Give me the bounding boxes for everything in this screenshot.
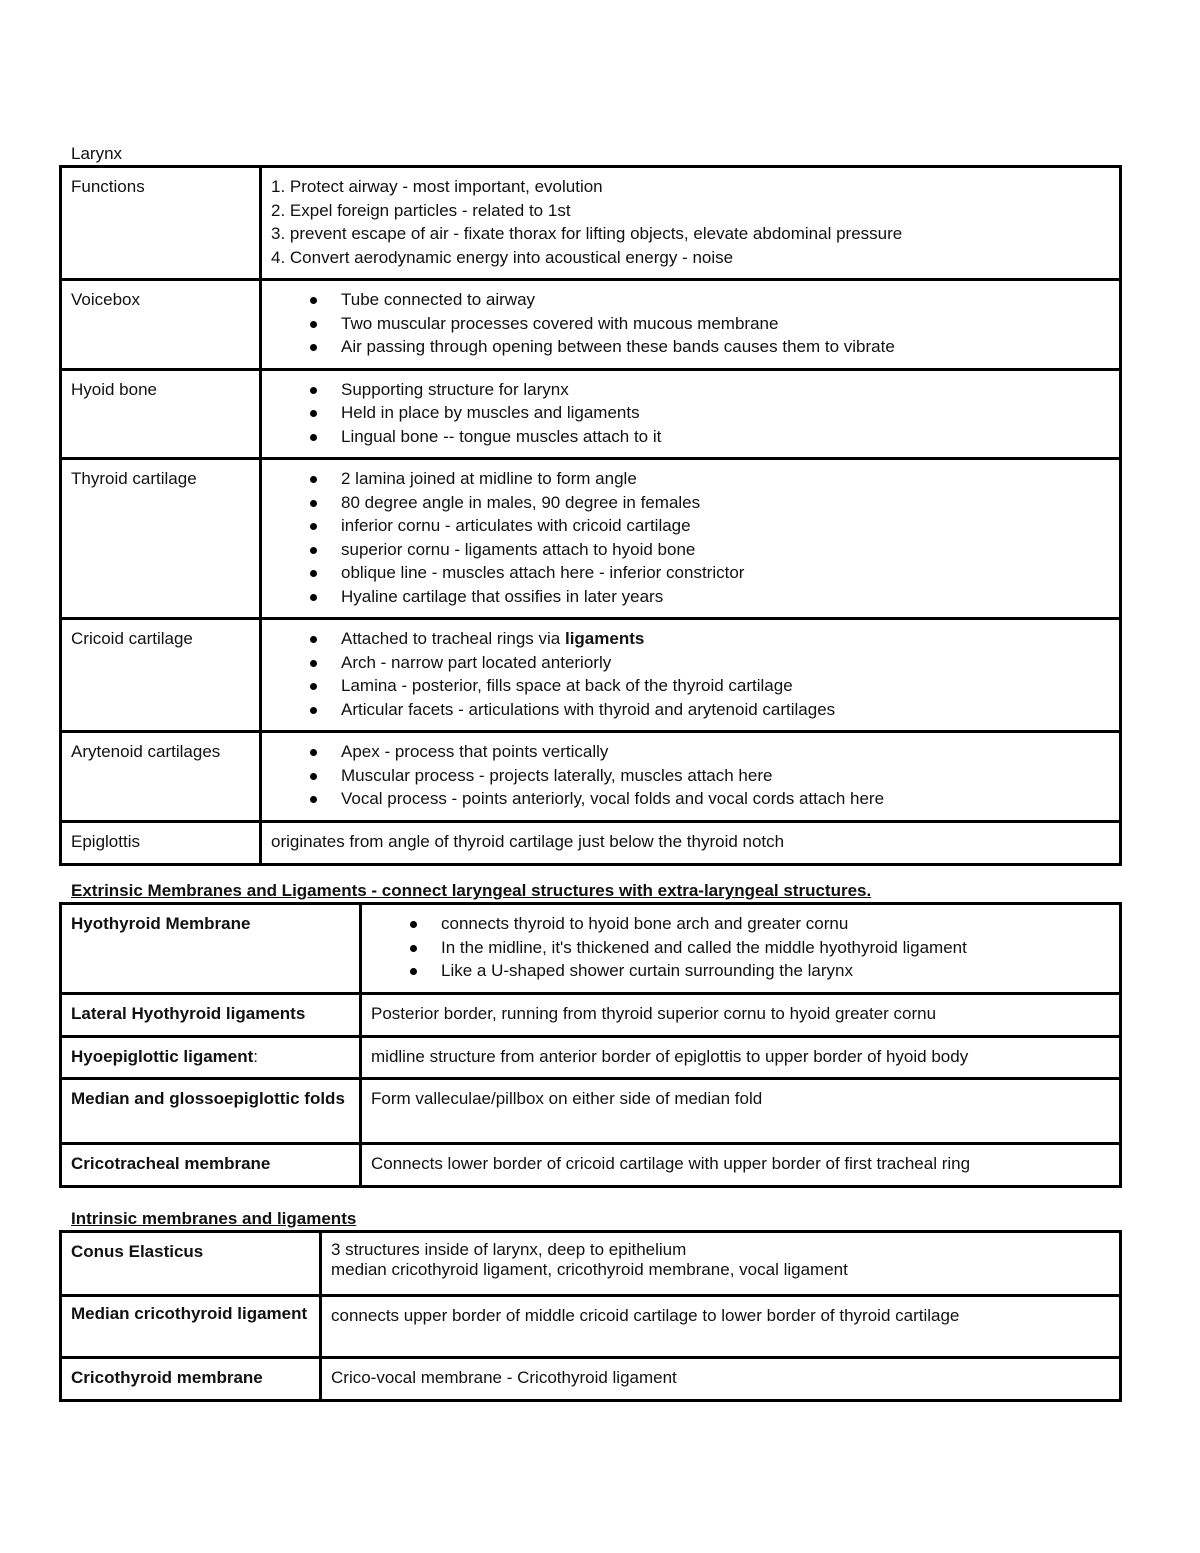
extrinsic-table [59, 902, 1122, 1188]
table-row [61, 904, 1121, 994]
table-row [61, 619, 1121, 732]
list-item: inferior cornu - articulates with cricoid cartilage [271, 514, 1110, 538]
table-row [61, 459, 1121, 619]
row-label: Functions [61, 167, 261, 280]
list-item [271, 627, 1110, 651]
bullet-list [271, 378, 1110, 449]
row-content: midline structure from anterior border of epiglottis to upper border of hyoid body [361, 1036, 1121, 1079]
bullet-list [271, 467, 1110, 608]
list-item: 3. prevent escape of air - fixate thorax for lifting objects, elevate abdominal pressure [271, 224, 903, 243]
row-label: Cricoid cartilage [61, 619, 261, 732]
content-line: median cricothyroid ligament, cricothyroid membrane, vocal ligament [331, 1260, 848, 1279]
list-item: Held in place by muscles and ligaments [271, 401, 1110, 425]
list-item: 4. Convert aerodynamic energy into acoustical energy - noise [271, 247, 734, 267]
extrinsic-heading: Extrinsic Membranes and Ligaments - connect laryngeal structures with extra-laryngeal structures. [71, 881, 872, 900]
row-content [261, 369, 1121, 459]
table-row [61, 1144, 1121, 1187]
table-row [61, 1079, 1121, 1144]
table-row [61, 1296, 1121, 1358]
bold-term: ligaments [564, 629, 645, 648]
row-label: Lateral Hyothyroid ligaments [61, 994, 361, 1037]
table-row [61, 167, 1121, 280]
list-item: Arch - narrow part located anteriorly [271, 651, 1110, 675]
list-item: Like a U-shaped shower curtain surrounding the larynx [371, 959, 1110, 983]
row-label: Hyoid bone [61, 369, 261, 459]
row-content [321, 1232, 1121, 1296]
list-item: Articular facets - articulations with thyroid and arytenoid cartilages [271, 698, 1110, 722]
intrinsic-heading: Intrinsic membranes and ligaments [71, 1209, 357, 1228]
row-content [261, 732, 1121, 822]
bullet-list [371, 912, 1110, 983]
row-content [261, 167, 1121, 280]
row-label: Conus Elasticus [61, 1232, 321, 1296]
row-content: Connects lower border of cricoid cartilage with upper border of first tracheal ring [361, 1144, 1121, 1187]
row-content [361, 904, 1121, 994]
table-row [61, 369, 1121, 459]
row-label: Cricotracheal membrane [61, 1144, 361, 1187]
list-item: Vocal process - points anteriorly, vocal folds and vocal cords attach here [271, 787, 1110, 811]
row-content: originates from angle of thyroid cartilage just below the thyroid notch [261, 821, 1121, 864]
row-label: Epiglottis [61, 821, 261, 864]
row-label: Cricothyroid membrane [61, 1358, 321, 1401]
list-item: 80 degree angle in males, 90 degree in females [271, 491, 1110, 515]
row-content: Form valleculae/pillbox on either side of median fold [361, 1079, 1121, 1144]
row-content: Posterior border, running from thyroid superior cornu to hyoid greater cornu [361, 994, 1121, 1037]
intrinsic-table [59, 1230, 1122, 1402]
bullet-list [271, 288, 1110, 359]
table-row [61, 1036, 1121, 1079]
list-item: Supporting structure for larynx [271, 378, 1110, 402]
row-label: Median and glossoepiglottic folds [61, 1079, 361, 1144]
list-item: Hyaline cartilage that ossifies in later years [271, 585, 1110, 609]
larynx-table [59, 165, 1122, 866]
list-item: 1. Protect airway - most important, evolution [271, 177, 603, 196]
list-item: Lamina - posterior, fills space at back of the thyroid cartilage [271, 674, 1110, 698]
list-item: Lingual bone -- tongue muscles attach to it [271, 425, 1110, 449]
row-label: Median cricothyroid ligament [61, 1296, 321, 1358]
page-title: Larynx [71, 144, 123, 163]
list-item: Air passing through opening between these bands causes them to vibrate [271, 335, 1110, 359]
bullet-list [271, 627, 1110, 721]
row-label: Voicebox [61, 280, 261, 370]
table-row [61, 994, 1121, 1037]
list-item: 2. Expel foreign particles - related to 1st [271, 200, 571, 220]
row-content [261, 280, 1121, 370]
list-item: connects thyroid to hyoid bone arch and greater cornu [371, 912, 1110, 936]
bullet-list [271, 740, 1110, 811]
list-item: 2 lamina joined at midline to form angle [271, 467, 1110, 491]
list-item: Tube connected to airway [271, 288, 1110, 312]
list-item: oblique line - muscles attach here - inferior constrictor [271, 561, 1110, 585]
row-content: Crico-vocal membrane - Cricothyroid ligament [321, 1358, 1121, 1401]
list-item: Muscular process - projects laterally, muscles attach here [271, 764, 1110, 788]
row-label: Arytenoid cartilages [61, 732, 261, 822]
table-row [61, 732, 1121, 822]
row-content [261, 459, 1121, 619]
row-label-suffix: : [253, 1046, 259, 1066]
list-item: Apex - process that points vertically [271, 740, 1110, 764]
content-line: 3 structures inside of larynx, deep to epithelium [331, 1240, 687, 1259]
list-item: In the midline, it's thickened and called the middle hyothyroid ligament [371, 936, 1110, 960]
numbered-list [271, 175, 1110, 269]
row-label [61, 1036, 361, 1079]
list-item: superior cornu - ligaments attach to hyoid bone [271, 538, 1110, 562]
table-row [61, 1358, 1121, 1401]
row-label-text: Hyoepiglottic ligament [71, 1046, 254, 1066]
row-content: connects upper border of middle cricoid cartilage to lower border of thyroid cartilage [321, 1296, 1121, 1358]
table-row [61, 280, 1121, 370]
list-item: Two muscular processes covered with mucous membrane [271, 312, 1110, 336]
row-label: Thyroid cartilage [61, 459, 261, 619]
table-row [61, 1232, 1121, 1296]
list-item-text: Attached to tracheal rings via [341, 629, 565, 648]
row-label: Hyothyroid Membrane [61, 904, 361, 994]
row-content [261, 619, 1121, 732]
table-row [61, 821, 1121, 864]
